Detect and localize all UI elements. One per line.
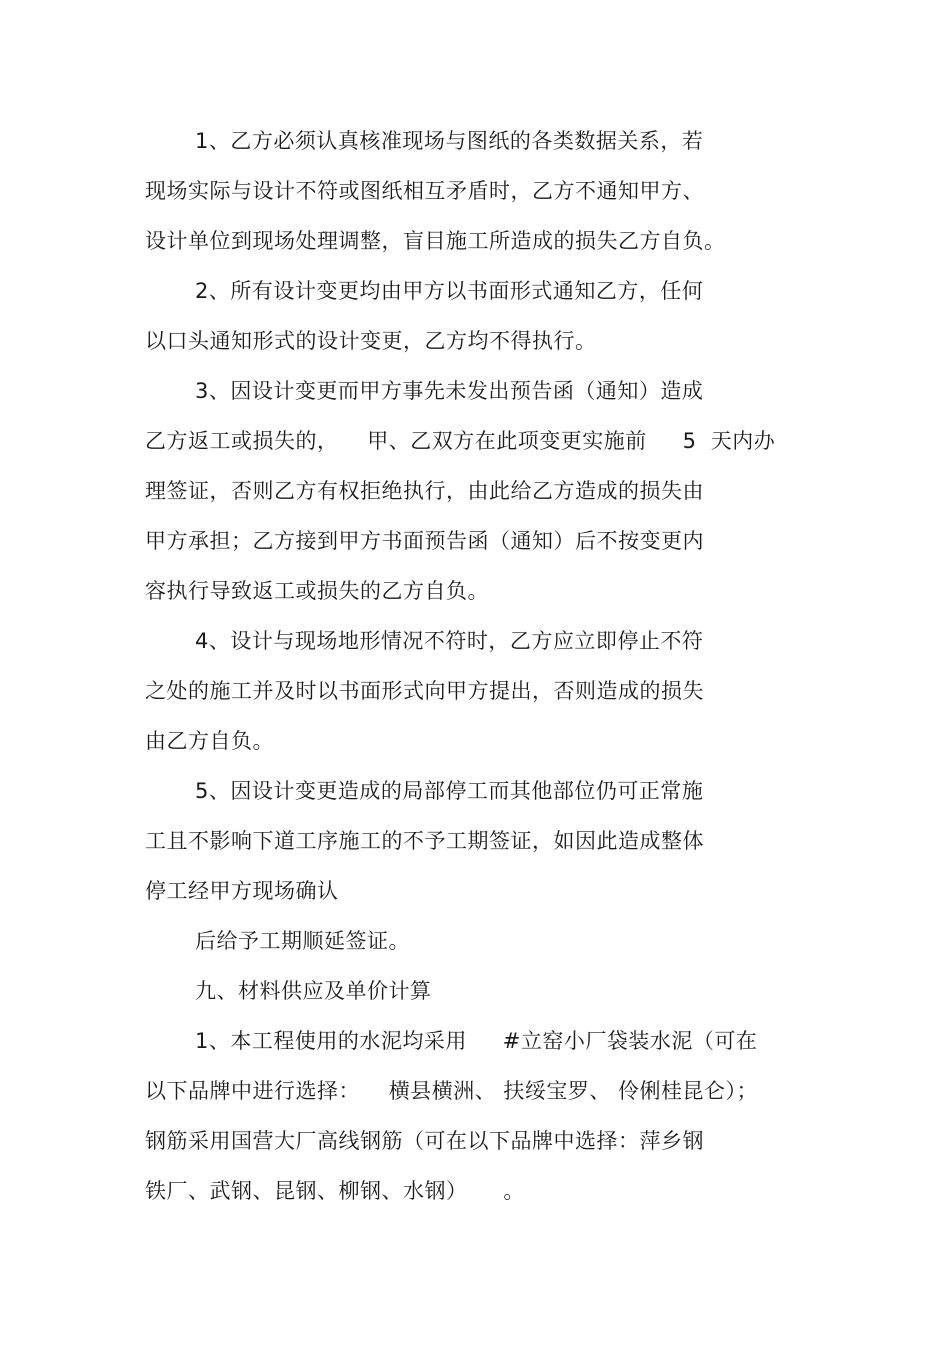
paragraph-line: 容执行导致返工或损失的乙方自负。: [145, 579, 489, 603]
paragraph-line: 由乙方自负。: [145, 729, 274, 753]
paragraph-line: 甲方承担；乙方接到甲方书面预告函（通知）后不按变更内: [145, 529, 704, 553]
paragraph-line: 铁厂、武钢、昆钢、柳钢、水钢） 。: [145, 1179, 525, 1203]
paragraph-line: 现场实际与设计不符或图纸相互矛盾时，乙方不通知甲方、: [145, 179, 704, 203]
paragraph-line: 工且不影响下道工序施工的不予工期签证，如因此造成整体: [145, 829, 704, 853]
paragraph-line: 3、因设计变更而甲方事先未发出预告函（通知）造成: [195, 379, 704, 403]
paragraph-line: 以口头通知形式的设计变更，乙方均不得执行。: [145, 329, 597, 353]
paragraph-line: 2、所有设计变更均由甲方以书面形式通知乙方，任何: [195, 279, 704, 303]
paragraph-line: 乙方返工或损失的， 甲、乙双方在此项变更实施前 5 天内办: [145, 429, 776, 453]
paragraph-line: 以下品牌中进行选择： 横县横洲、 扶绥宝罗、 伶俐桂昆仑）；: [145, 1079, 759, 1103]
paragraph-line: 后给予工期顺延签证。: [195, 929, 410, 953]
paragraph-line: 钢筋采用国营大厂高线钢筋（可在以下品牌中选择：萍乡钢: [145, 1129, 704, 1153]
paragraph-line: 1、乙方必须认真核准现场与图纸的各类数据关系，若: [195, 129, 704, 153]
paragraph-line: 设计单位到现场处理调整，盲目施工所造成的损失乙方自负。: [145, 229, 726, 253]
paragraph-line: 理签证，否则乙方有权拒绝执行，由此给乙方造成的损失由: [145, 479, 704, 503]
section-heading: 九、材料供应及单价计算: [195, 979, 432, 1003]
paragraph-line: 停工经甲方现场确认: [145, 879, 339, 903]
paragraph-line: 5、因设计变更造成的局部停工而其他部位仍可正常施: [195, 779, 704, 803]
paragraph-line: 4、设计与现场地形情况不符时，乙方应立即停止不符: [195, 629, 704, 653]
paragraph-line: 1、本工程使用的水泥均采用 #立窑小厂袋装水泥（可在: [195, 1029, 758, 1053]
paragraph-line: 之处的施工并及时以书面形式向甲方提出，否则造成的损失: [145, 679, 704, 703]
